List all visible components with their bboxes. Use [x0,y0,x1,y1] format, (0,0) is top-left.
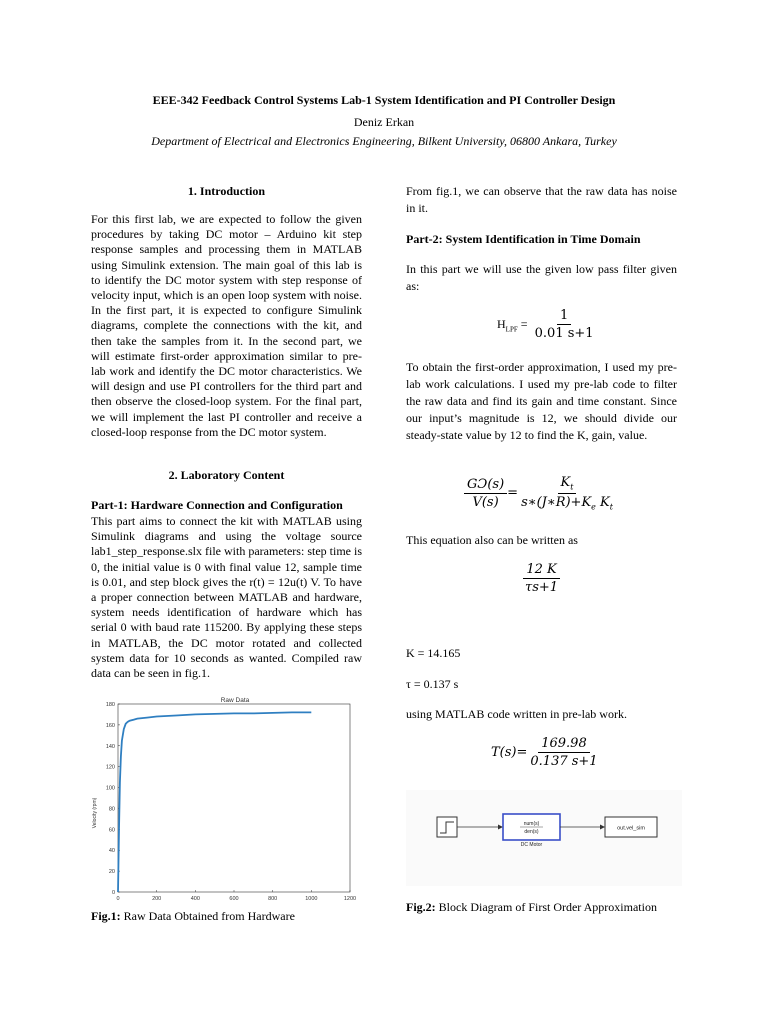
eq3-numerator: 12 K [523,562,559,579]
fig1-caption-text: Raw Data Obtained from Hardware [120,909,295,923]
eq3-denominator: τs+1 [525,580,559,595]
chart-ylabel: Velocity (rpm) [92,797,98,829]
section-lab-content-heading: 2. Laboratory Content [168,468,285,482]
affiliation: Department of Electrical and Electronics Engineering, Bilkent University, 06800 Ankara, Turkey [151,134,617,148]
x-tick-label: 1200 [343,896,357,902]
transfer-function-equation: $\frac{GƆ(s)}{V(s)}$ = $\frac{K_t}{s∗(J∗R)+K_e K_t}$ [464,475,616,511]
block-num: num(s) [523,821,540,827]
x-tick-label: 1000 [305,896,318,902]
eq2-rhs-denominator [518,494,616,512]
y-tick-label: 80 [108,806,115,813]
block-den: den(s) [524,829,539,835]
eq2-rhs-den-sub2: t [609,502,613,512]
hlpf-symbol: H [497,317,506,331]
y-tick-label: 160 [105,722,115,729]
chart-title: Raw Data [220,697,250,704]
gain-tau-equation [522,562,561,595]
eq4-denominator: 0.137 s+1 [530,754,598,769]
eq4-numerator: 169.98 [538,736,590,753]
x-tick-label: 400 [190,896,200,902]
raw-data-chart [86,693,362,905]
step-block [437,817,457,837]
paper-title: EEE-342 Feedback Control Systems Lab-1 System Identification and PI Controller Design [152,93,616,107]
fig2-caption-text: Block Diagram of First Order Approximation [435,900,657,914]
hlpf-subscript: LPF [505,325,518,334]
eq2-lhs-numerator: GƆ(s) [464,477,507,494]
fig1-observation: From fig.1, we can observe that the raw data has noise in it. [406,184,677,215]
eq3-fraction [522,562,561,595]
y-tick-label: 40 [108,848,115,855]
to-workspace-block [605,817,657,837]
eq2-rhs-num-k: K [560,475,571,490]
eq4-fraction [527,736,600,769]
eq2-lhs-fraction [464,477,507,510]
tau-value: τ = 0.137 s [406,677,459,691]
y-tick-label: 20 [108,869,115,876]
k-value: K = 14.165 [406,646,461,660]
hlpf-equals: = [517,317,528,331]
fig1-caption [91,909,295,924]
hlpf-numerator: 1 [557,308,571,325]
x-tick-label: 800 [268,896,278,902]
x-tick-label: 200 [152,896,162,902]
equation-rewrite-note: This equation also can be written as [406,533,578,547]
eq2-rhs-den-sub1: e [591,502,596,512]
hlpf-fraction [532,308,597,341]
y-tick-label: 60 [108,827,115,834]
hlpf-denominator: 0.01 s+1 [534,326,594,341]
y-tick-label: 100 [105,785,115,792]
block-label: DC Motor [520,842,543,848]
eq2-rhs-fraction [518,475,616,511]
fig2-caption [406,900,657,915]
eq2-rhs-den-main: s∗(J∗R)+K [521,494,592,510]
x-tick-label: 600 [229,896,239,902]
eq4-lhs: T(s)= [491,745,528,760]
eq2-rhs-num-sub: t [570,482,574,492]
lpf-equation [497,308,597,341]
y-tick-label: 180 [105,702,115,708]
eq2-rhs-den-k: K [600,494,610,510]
first-order-paragraph: To obtain the first-order approximation, I used my pre-lab work calculations. I used my pre-lab code to filter the raw data and find its gain and time constant. Since our input’s magnitude is 12, we should divide our steady-state value by 12 to find the K, gain, value. [406,360,677,442]
ts-equation [491,736,601,769]
x-tick-label: 0 [116,896,120,902]
section-introduction-heading: 1. Introduction [187,184,266,198]
y-tick-label: 0 [111,890,115,896]
part1-heading: Part-1: Hardware Connection and Configuration [91,498,343,512]
eq2-rhs-numerator [558,475,577,494]
intro-paragraph: For this first lab, we are expected to follow the given procedures by taking DC motor – Arduino kit step response samples and processing them in MATLAB using Simulink extension. The main goal of this lab is to identify the DC motor system with step response of velocity input, which is an open loop system with noise. In the first part, it is expected to configure Simulink diagrams, complete the connections with the kit, and then take the samples from it. In the second part, we will estimate first-order approximation similar to pre-lab work and identify the DC motor characteristics. We will design and use PI controllers for the third part and then observe the closed-loop system. For the final part, we will implement the last PI controller and receive a closed-loop response from the DC motor system. [91,212,362,439]
part1-paragraph: This part aims to connect the kit with MATLAB using Simulink diagrams and using the voltage source lab1_step_response.slx file with parameters: step time is 0, the initial value is 0 with final value 12, sample time is 0.01, and step block gives the r(t) = 12u(t) V. To have a proper connection between MATLAB and hardware, system needs identification of hardware which has serial 0 with baud rate 115200. By applying these steps in MATLAB, the DC motor rotated and collected system data for 10 seconds as wanted. Compiled raw data can be seen in fig.1. [91,514,362,681]
y-tick-label: 140 [105,743,115,750]
matlab-note: using MATLAB code written in pre-lab work. [406,707,627,721]
lpf-intro: In this part we will use the given low pass filter given as: [406,262,677,293]
fig1-label: Fig.1: [91,909,121,923]
y-tick-label: 120 [105,764,115,771]
fig2-label: Fig.2: [406,900,436,914]
eq2-lhs-denominator: V(s) [472,494,499,510]
block-out-label: out.vel_sim [617,825,645,832]
block-diagram [406,790,682,886]
part2-heading: Part-2: System Identification in Time Domain [406,232,641,246]
author-name: Deniz Erkan [353,115,415,129]
